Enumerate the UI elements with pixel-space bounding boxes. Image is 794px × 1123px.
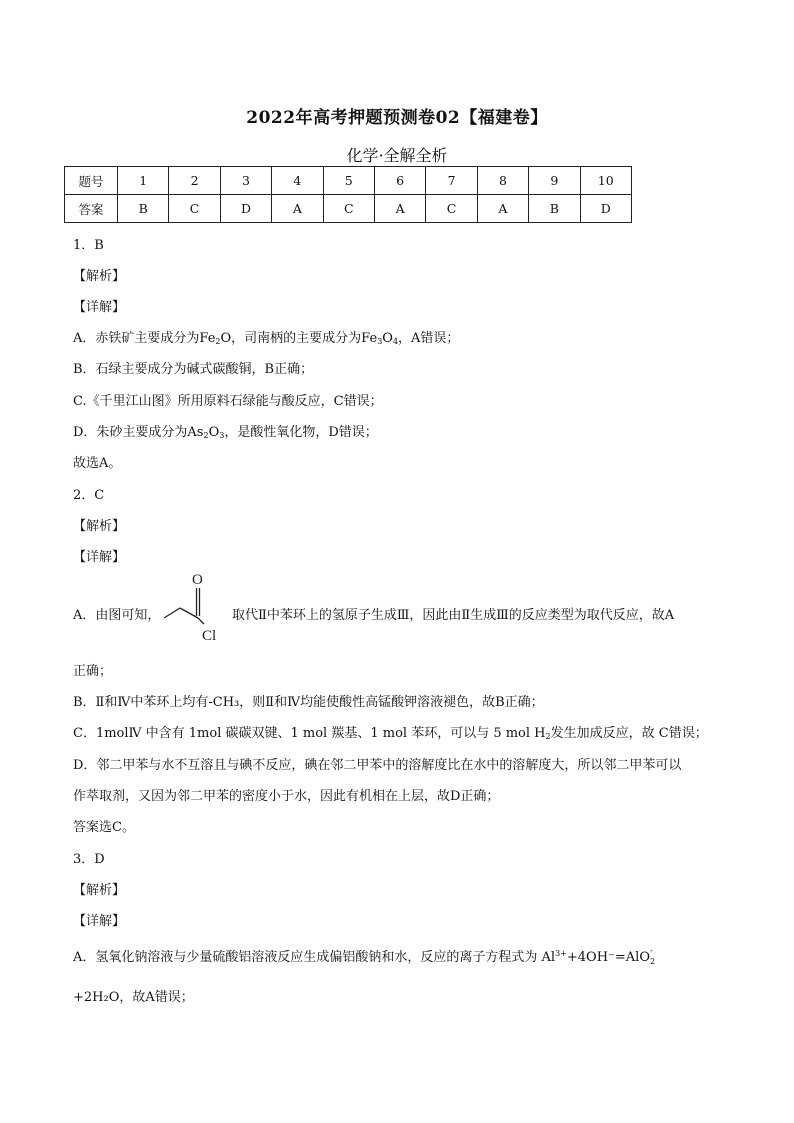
chlorine-atom-label: Cl (202, 628, 217, 644)
table-cell: 2 (169, 167, 220, 195)
q1-option-a: A．赤铁矿主要成分为$Fe_2O$，司南柄的主要成分为$Fe_3O_4$，A错误； (73, 331, 460, 346)
q1-detail-heading: 【详解】 (73, 300, 126, 315)
table-cell: D (580, 195, 631, 223)
table-cell: 3 (220, 167, 271, 195)
table-cell: C (426, 195, 477, 223)
q3-number: 3．D (73, 852, 105, 867)
q2-option-a-prefix: A．由图可知， (73, 608, 161, 623)
answer-table (64, 166, 632, 223)
q1-option-c: C.《千里江山图》所用原料石绿能与酸反应，C错误； (73, 394, 383, 409)
table-cell: 8 (477, 167, 528, 195)
q2-option-a-text: 取代Ⅱ中苯环上的氢原子生成Ⅲ，因此由Ⅱ生成Ⅲ的反应类型为取代反应，故A (232, 608, 675, 623)
table-cell: 9 (529, 167, 580, 195)
q2-option-b: B．Ⅱ和Ⅳ中苯环上均有-CH₃，则Ⅱ和Ⅳ均能使酸性高锰酸钾溶液褪色，故B正确； (73, 695, 544, 710)
q1-conclusion: 故选A。 (73, 456, 122, 471)
q3-detail-heading: 【详解】 (73, 914, 126, 929)
bond-c-cl (198, 618, 204, 624)
table-cell: 5 (323, 167, 374, 195)
q1-number: 1．B (73, 238, 104, 253)
propanoyl-chloride-structure (160, 566, 240, 644)
table-cell: 1 (118, 167, 169, 195)
table-cell: 6 (374, 167, 425, 195)
q1-option-d: D．朱砂主要成分为$As_2O_3$，是酸性氧化物，D错误； (73, 425, 378, 440)
q2-number: 2．C (73, 488, 105, 503)
table-cell: C (169, 195, 220, 223)
table-cell: 4 (272, 167, 323, 195)
table-cell: 7 (426, 167, 477, 195)
q2-option-d-line1: D．邻二甲苯与水不互溶且与碘不反应，碘在邻二甲苯中的溶解度比在水中的溶解度大，所以邻二甲苯可以 (73, 758, 682, 773)
q1-analysis-heading: 【解析】 (73, 269, 126, 284)
q1-option-b: B．石绿主要成分为碱式碳酸铜，B正确； (73, 362, 314, 377)
bond-ethyl (164, 608, 180, 618)
q3-option-a: A．氢氧化钠溶液与少量硫酸铝溶液反应生成偏铝酸钠和水，反应的离子方程式为 $Al^{3+}+4OH^-=AlO$ - 2 (73, 945, 656, 966)
table-cell: A (272, 195, 323, 223)
q2-conclusion: 答案选C。 (73, 820, 135, 835)
table-cell: B (118, 195, 169, 223)
q2-analysis-heading: 【解析】 (73, 519, 126, 534)
table-cell: B (529, 195, 580, 223)
table-cell: A (374, 195, 425, 223)
table-header-cell: 答案 (65, 195, 118, 223)
table-cell: D (220, 195, 271, 223)
q2-option-c: C．1molⅣ 中含有 1mol 碳碳双键、1 mol 羰基、1 mol 苯环，可以与 5 mol $H_2$发生加成反应，故 C错误； (73, 726, 708, 741)
q2-detail-heading: 【详解】 (73, 550, 126, 565)
answer-table-number-row (65, 167, 632, 195)
bond-chain (180, 608, 198, 618)
table-header-cell: 题号 (65, 167, 118, 195)
table-cell: C (323, 195, 374, 223)
table-cell: A (477, 195, 528, 223)
table-cell: 10 (580, 167, 631, 195)
q3-analysis-heading: 【解析】 (73, 883, 126, 898)
q2-option-a-cont: 正确； (73, 664, 113, 679)
page-subtitle: 化学·全解全析 (346, 146, 448, 165)
q2-option-d-line2: 作萃取剂，又因为邻二甲苯的密度小于水，因此有机相在上层，故D正确； (73, 789, 500, 804)
oxygen-atom-label: O (192, 572, 203, 588)
q3-option-a-cont: +2H₂O，故A错误； (73, 990, 194, 1005)
page-title: 2022年高考押题预测卷02【福建卷】 (246, 108, 548, 128)
answer-table-answer-row (65, 195, 632, 223)
